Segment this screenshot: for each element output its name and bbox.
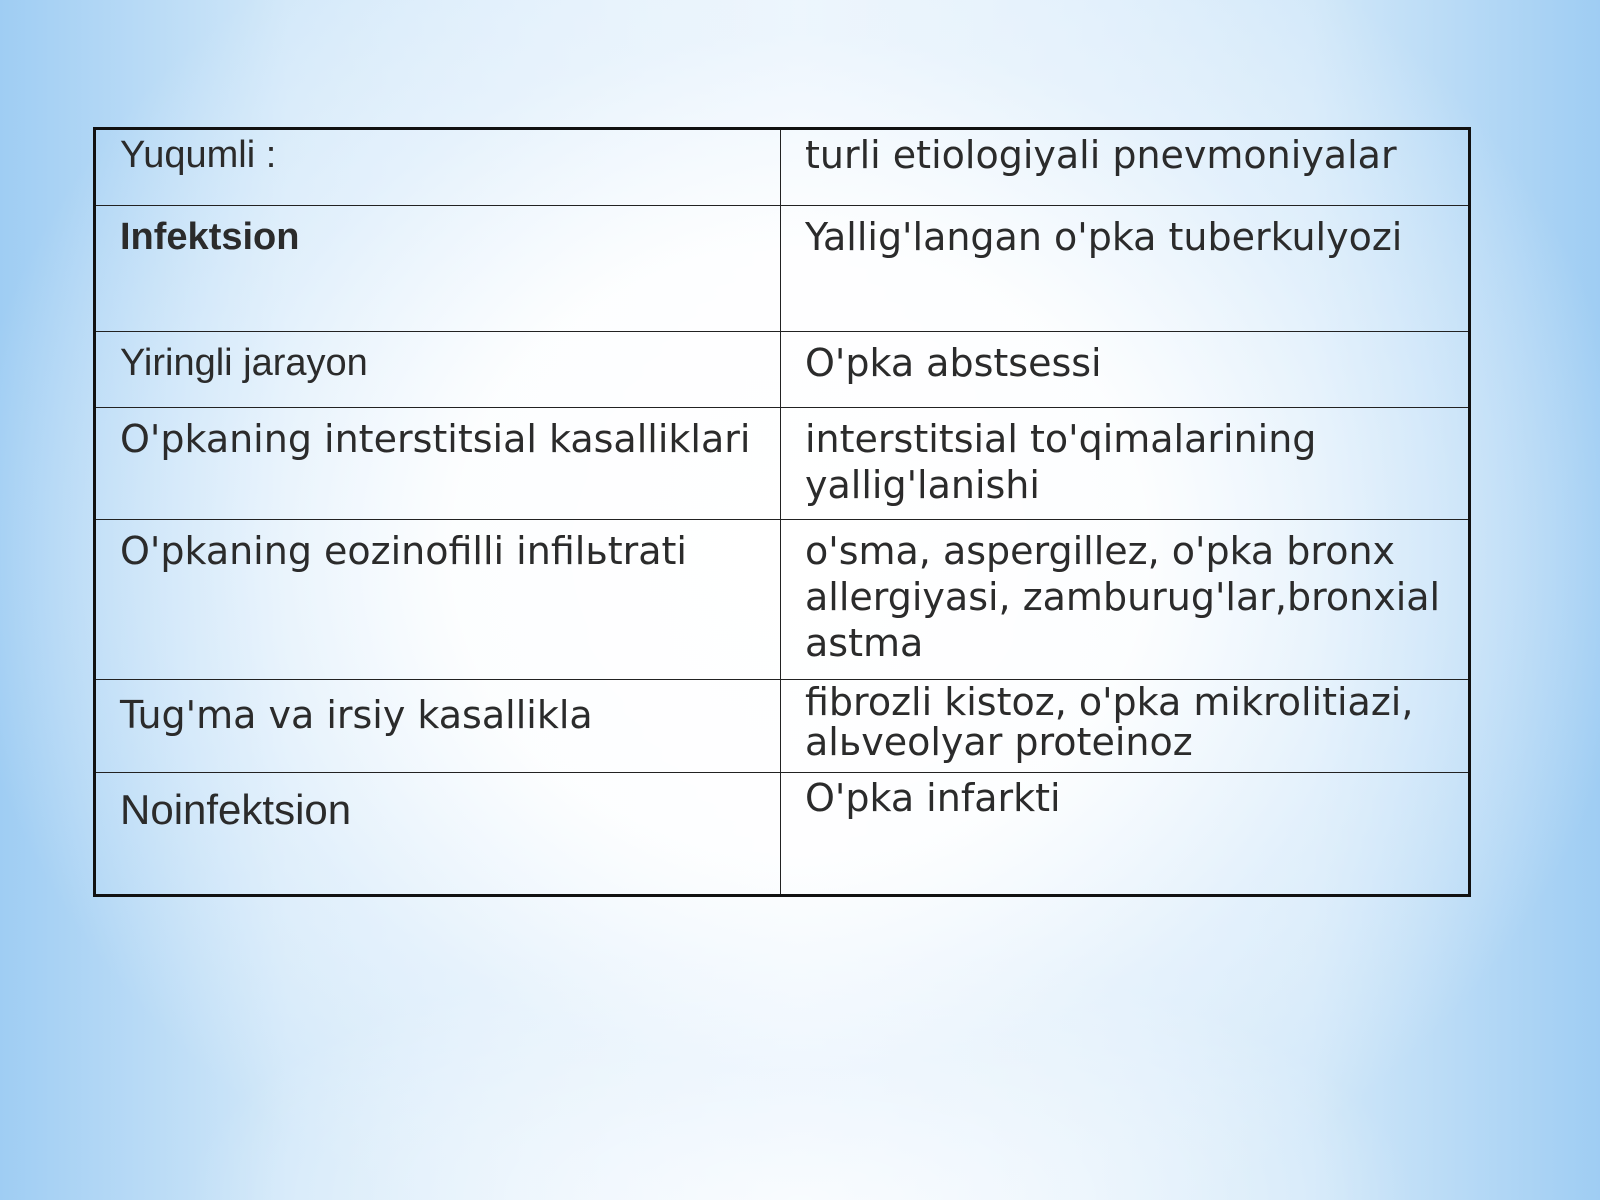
table-row bbox=[95, 206, 1470, 332]
table-cell-left: Noinfektsion bbox=[95, 773, 781, 896]
table-row bbox=[95, 332, 1470, 408]
table-row bbox=[95, 680, 1470, 773]
table-row bbox=[95, 408, 1470, 520]
table-cell-left: O'pkaning interstitsial kasalliklari bbox=[95, 408, 781, 520]
table-cell-right: Yallig'langan o'pka tuberkulyozi bbox=[781, 206, 1470, 332]
table-cell-right: fibrozli kistoz, o'pka mikrolitiazi, alьveolyar proteinoz bbox=[781, 680, 1470, 773]
table-row bbox=[95, 773, 1470, 896]
table-cell-left: Yiringli jarayon bbox=[95, 332, 781, 408]
table-cell-right: O'pka abstsessi bbox=[781, 332, 1470, 408]
table-row bbox=[95, 129, 1470, 206]
table-cell-right: o'sma, aspergillez, o'pka bronx allergiyasi, zamburug'lar,bronxial astma bbox=[781, 520, 1470, 680]
table-cell-right: O'pka infarkti bbox=[781, 773, 1470, 896]
table-cell-right: interstitsial to'qimalarining yallig'lanishi bbox=[781, 408, 1470, 520]
table-cell-right: turli etiologiyali pnevmoniyalar bbox=[781, 129, 1470, 206]
table-cell-left: Yuqumli : bbox=[95, 129, 781, 206]
table-cell-left: O'pkaning eozinofilli infilьtrati bbox=[95, 520, 781, 680]
table-cell-left: Tug'ma va irsiy kasallikla bbox=[95, 680, 781, 773]
table-row bbox=[95, 520, 1470, 680]
classification-table bbox=[93, 127, 1471, 897]
table-cell-left: Infektsion bbox=[95, 206, 781, 332]
